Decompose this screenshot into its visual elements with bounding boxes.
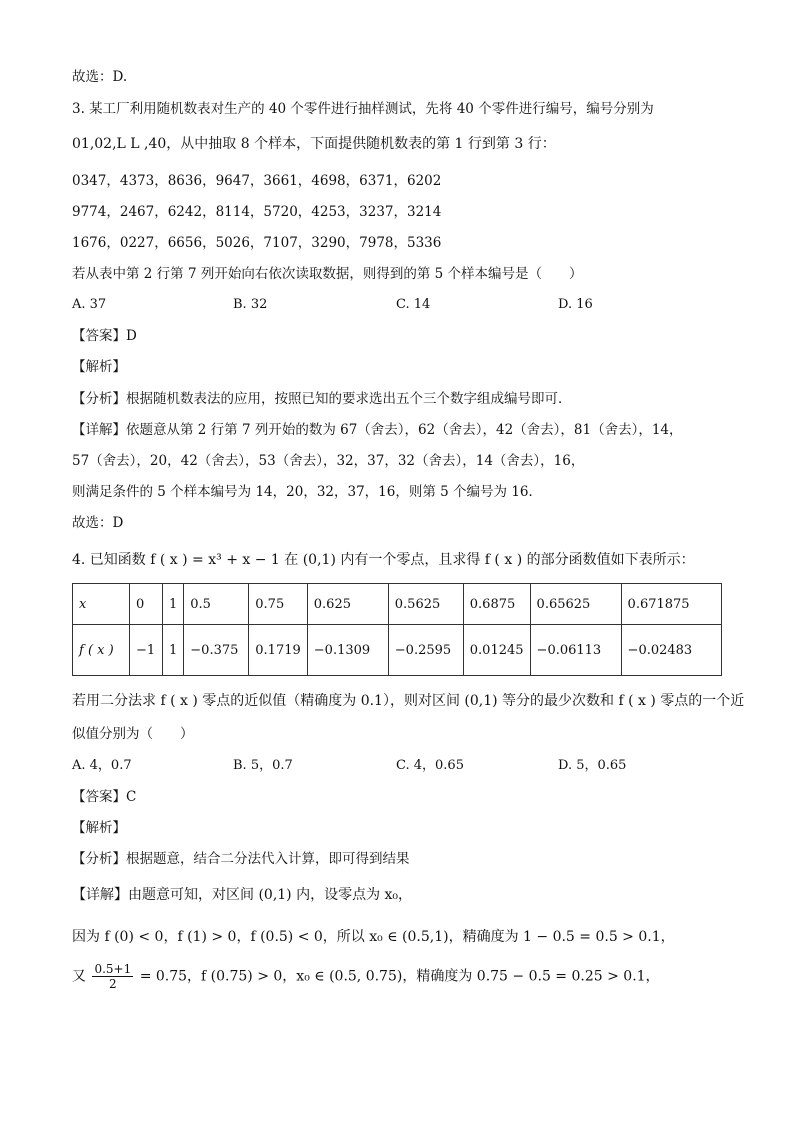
table-cell: 0.01245	[463, 625, 530, 676]
table-cell: 1	[163, 584, 184, 625]
fraction-denominator: 2	[109, 977, 117, 991]
table-row-f	[73, 625, 722, 676]
table-cell: −0.1309	[307, 625, 388, 676]
table-cell: 0.75	[249, 584, 308, 625]
q4-detail-2: 因为 f (0) < 0，f (1) > 0，f (0.5) < 0，所以 x₀ ∈ (0.5,1)，精确度为 1 − 0.5 = 0.5 > 0.1，	[72, 929, 675, 945]
random-table-row-1: 0347，4373，8636，9647，3661，4698，6371，6202	[72, 173, 442, 189]
q3-analysis: 【分析】根据随机数表法的应用，按照已知的要求选出五个三个数字组成编号即可．	[72, 391, 572, 407]
table-cell: −1	[130, 625, 163, 676]
question-3-ask: 若从表中第 2 行第 7 列开始向右依次读取数据，则得到的第 5 个样本编号是（ ）	[72, 266, 583, 282]
q3-detail-2: 57（舍去），20，42（舍去），53（舍去），32，37，32（舍去），14（舍去），16，	[72, 453, 585, 469]
table-cell: −0.2595	[388, 625, 463, 676]
q4-option-d: D. 5，0.65	[558, 758, 627, 773]
random-table-row-3: 1676，0227，6656，5026，7107，3290，7978，5336	[72, 235, 442, 251]
function-value-table	[72, 583, 722, 676]
fraction	[92, 962, 133, 991]
table-cell: 0.5	[184, 584, 249, 625]
q4-analysis: 【分析】根据题意，结合二分法代入计算，即可得到结果	[72, 851, 410, 867]
q4-detail-3-prefix: 又	[72, 968, 86, 985]
question-4-ask-cont: 似值分别为（ ）	[72, 726, 194, 742]
q4-answer: 【答案】C	[72, 789, 137, 805]
question-4-ask: 若用二分法求 f ( x ) 零点的近似值（精确度为 0.1），则对区间 (0,1) 等分的最少次数和 f ( x ) 零点的一个近	[72, 693, 745, 709]
table-cell: x	[73, 584, 130, 625]
q4-analysis-heading: 【解析】	[72, 820, 126, 836]
table-cell: 0.6875	[463, 584, 530, 625]
q3-option-b: B. 32	[233, 297, 268, 312]
q3-answer: 【答案】D	[72, 328, 137, 344]
q3-option-a: A. 37	[72, 297, 107, 312]
fraction-numerator: 0.5+1	[94, 962, 132, 976]
q3-detail-3: 则满足条件的 5 个样本编号为 14，20，32，37，16，则第 5 个编号为 16．	[72, 484, 542, 500]
question-4-stem: 4. 已知函数 f ( x ) = x³ + x − 1 在 (0,1) 内有一个零点，且求得 f ( x ) 的部分函数值如下表所示：	[72, 552, 695, 568]
table-cell: 0.625	[307, 584, 388, 625]
random-table-row-2: 9774，2467，6242，8114，5720，4253，3237，3214	[72, 204, 442, 220]
table-cell: 0.65625	[530, 584, 621, 625]
table-row-x	[73, 584, 722, 625]
q4-option-a: A. 4，0.7	[72, 758, 132, 773]
q4-option-c: C. 4，0.65	[396, 758, 464, 773]
question-3-numbering: 01,02,L L ,40，从中抽取 8 个样本，下面提供随机数表的第 1 行到第 3 行：	[72, 136, 556, 152]
table-cell: f ( x )	[73, 625, 130, 676]
question-3-stem: 3. 某工厂利用随机数表对生产的 40 个零件进行抽样测试，先将 40 个零件进行编号，编号分别为	[72, 101, 654, 117]
table-cell: 0	[130, 584, 163, 625]
prev-answer-line: 故选：D.	[72, 69, 128, 85]
table-cell: −0.02483	[621, 625, 721, 676]
q3-option-d: D. 16	[558, 297, 593, 312]
q3-detail-1: 【详解】依题意从第 2 行第 7 列开始的数为 67（舍去），62（舍去），42（舍去），81（舍去），14，	[72, 422, 683, 438]
table-cell: −0.06113	[530, 625, 621, 676]
table-cell: 0.5625	[388, 584, 463, 625]
q4-detail-3-rest: = 0.75，f (0.75) > 0，x₀ ∈ (0.5, 0.75)，精确度为 0.75 − 0.5 = 0.25 > 0.1，	[139, 968, 660, 985]
q3-choose: 故选：D	[72, 515, 124, 531]
table-cell: 1	[163, 625, 184, 676]
table-cell: 0.671875	[621, 584, 721, 625]
q4-option-b: B. 5，0.7	[233, 758, 293, 773]
q4-detail-3	[72, 962, 660, 991]
table-cell: −0.375	[184, 625, 249, 676]
q3-option-c: C. 14	[396, 297, 431, 312]
q3-analysis-heading: 【解析】	[72, 359, 126, 375]
table-cell: 0.1719	[249, 625, 308, 676]
q4-detail-1: 【详解】由题意可知，对区间 (0,1) 内，设零点为 x₀，	[72, 887, 413, 903]
